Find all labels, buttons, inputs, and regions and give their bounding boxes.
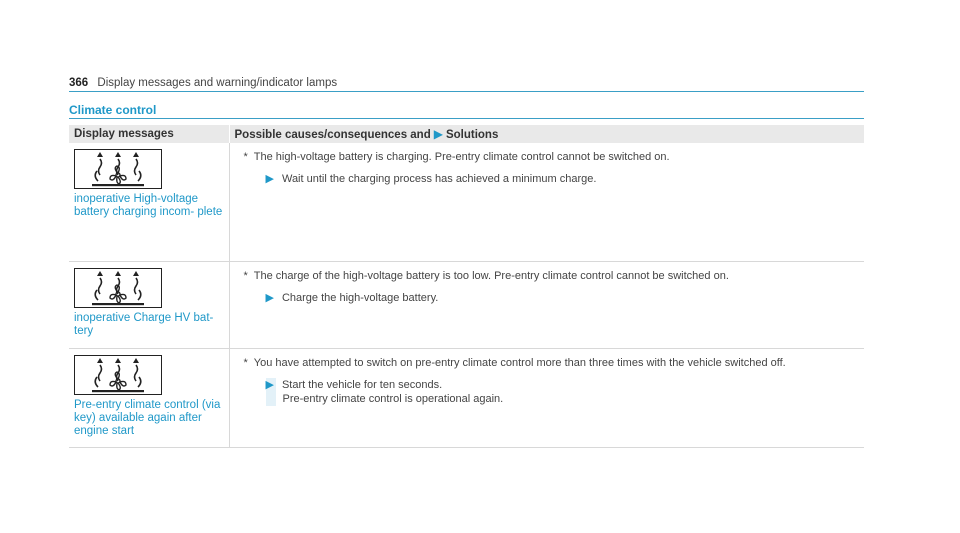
column-header-causes-solutions bbox=[229, 125, 864, 143]
display-message-cell bbox=[69, 143, 229, 261]
column-header-causes: Possible causes/consequences and bbox=[234, 129, 431, 141]
page-header-title: Display messages and warning/indicator lamps bbox=[97, 77, 338, 89]
solution-step bbox=[266, 172, 865, 186]
heated-fan-icon bbox=[74, 149, 162, 189]
page-number: 366 bbox=[69, 77, 89, 89]
heated-fan-icon bbox=[74, 355, 162, 395]
cause-description: You have attempted to switch on pre-entry climate control more than three times with the vehicle switched off. bbox=[253, 356, 786, 369]
cause-text bbox=[244, 356, 865, 370]
display-message-cell bbox=[69, 348, 229, 447]
causes-solutions-cell bbox=[229, 348, 864, 447]
cause-text bbox=[244, 269, 865, 283]
solution-step bbox=[266, 378, 865, 406]
table-header-row bbox=[69, 125, 864, 143]
solution-text: Start the vehicle for ten seconds. bbox=[281, 378, 443, 391]
cause-description: The high-voltage battery is charging. Pre-entry climate control cannot be switched on. bbox=[253, 151, 670, 163]
table-row bbox=[69, 348, 864, 447]
column-header-solutions: Solutions bbox=[445, 129, 499, 141]
arrow-icon: ▶ bbox=[433, 127, 443, 141]
footnote-star: * bbox=[243, 269, 248, 282]
cause-text bbox=[244, 150, 865, 164]
arrow-icon: ▶ bbox=[265, 173, 274, 185]
solution-text: Wait until the charging process has achieved a minimum charge. bbox=[281, 173, 597, 185]
display-message-caption: inoperative Charge HV bat- tery bbox=[74, 311, 214, 337]
solution-result: Pre-entry climate control is operational again. bbox=[282, 392, 504, 405]
causes-solutions-cell bbox=[229, 143, 864, 261]
footnote-star: * bbox=[243, 151, 248, 163]
page-header bbox=[69, 77, 337, 89]
heated-fan-icon bbox=[74, 268, 162, 308]
section-title: Climate control bbox=[69, 103, 157, 117]
footnote-star: * bbox=[243, 356, 248, 369]
arrow-icon: ▶ bbox=[265, 291, 274, 304]
header-divider bbox=[69, 91, 864, 92]
table-row bbox=[69, 143, 864, 261]
display-message-caption: inoperative High-voltage battery charging incom- plete bbox=[74, 193, 223, 218]
display-message-caption: Pre-entry climate control (via key) available again after engine start bbox=[74, 398, 221, 437]
solution-step bbox=[266, 291, 865, 305]
causes-solutions-cell bbox=[229, 261, 864, 348]
display-messages-table bbox=[69, 125, 865, 448]
section-divider bbox=[69, 118, 864, 119]
column-header-display-messages: Display messages bbox=[69, 125, 229, 143]
solution-text: Charge the high-voltage battery. bbox=[281, 291, 439, 304]
cause-description: The charge of the high-voltage battery is too low. Pre-entry climate control cannot be switched on. bbox=[253, 269, 729, 282]
table-row bbox=[69, 261, 864, 348]
arrow-icon: ▶ bbox=[265, 378, 274, 391]
display-message-cell bbox=[69, 261, 229, 348]
